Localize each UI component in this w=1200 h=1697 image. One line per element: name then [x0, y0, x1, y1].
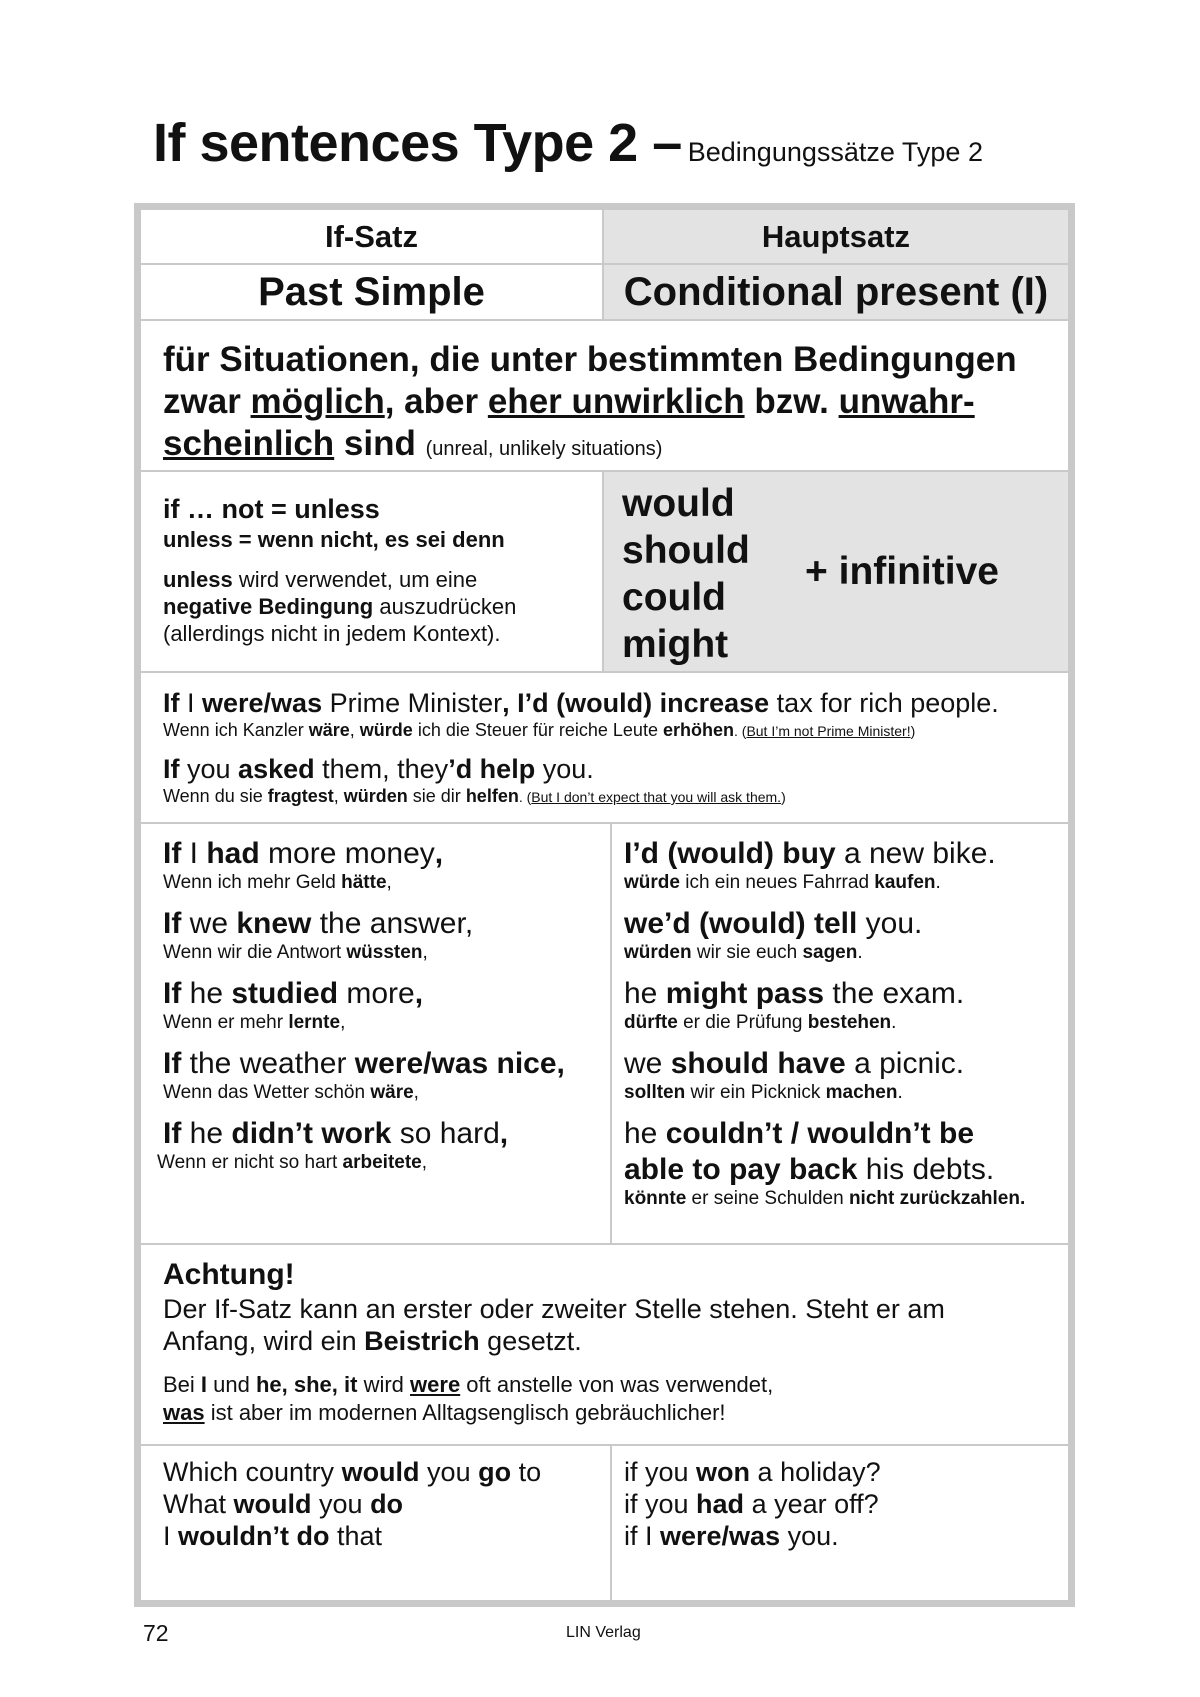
warning-heading: Achtung! — [163, 1258, 295, 1291]
modal-might: might — [622, 623, 729, 666]
text-run: a new bike. — [835, 837, 996, 870]
ex-text: them, they — [314, 754, 449, 784]
text-run: if I — [624, 1521, 661, 1551]
ex-text: , — [349, 720, 360, 740]
usage-text-part: bzw. — [744, 382, 839, 421]
text-run: you — [311, 1489, 371, 1519]
ex-bold: asked — [238, 754, 315, 784]
text-run: we — [624, 1047, 671, 1080]
bold-run: würden — [624, 942, 692, 963]
bold-run: should have — [670, 1047, 846, 1080]
usage-underlined: unwahr- — [838, 382, 975, 421]
text-run: to — [511, 1457, 542, 1487]
pair-4-if — [163, 1046, 565, 1104]
bold-run: wouldn’t do — [178, 1521, 330, 1551]
modal-list — [622, 480, 750, 668]
ex-bold: ’d help — [448, 754, 536, 784]
modals-cell — [604, 472, 1068, 671]
text-run: . — [935, 872, 941, 893]
unless-text-part: wird verwendet, um eine — [232, 567, 478, 592]
bold-run: If — [163, 907, 182, 940]
pairs-right-cell — [612, 824, 1068, 1243]
ex-text: sie dir — [407, 786, 466, 806]
pair-4-main — [624, 1046, 964, 1104]
text-run: er seine Schulden — [686, 1188, 849, 1209]
example-2 — [163, 753, 786, 808]
text-run: . — [857, 942, 863, 963]
bold-run: sollten — [624, 1082, 686, 1103]
usage-line-1: für Situationen, die unter bestimmten Bedingungen — [163, 340, 1017, 379]
pair-5-if — [157, 1116, 509, 1174]
bold-run: könnte — [624, 1188, 687, 1209]
bold-run: do — [370, 1489, 404, 1519]
question-ending-1 — [624, 1456, 881, 1488]
ex-text: , — [333, 786, 344, 806]
usage-text-part: , aber — [384, 382, 488, 421]
example-2-german — [163, 785, 786, 808]
text-run: a picnic. — [845, 1047, 965, 1080]
ex-text: tax for rich people. — [769, 688, 999, 718]
header-row — [141, 210, 1068, 265]
bold-run: würde — [624, 872, 680, 893]
warning-row — [141, 1245, 1068, 1446]
example-1-german — [163, 719, 999, 742]
bold-run: might pass — [665, 977, 825, 1010]
question-line-2 — [163, 1488, 541, 1520]
ex-note: ) — [910, 723, 916, 739]
unless-rule: if … not = unless — [163, 494, 380, 524]
warning-text: und — [207, 1372, 256, 1397]
unless-text-part: auszudrücken — [373, 594, 517, 619]
text-run: Wenn er nicht so hart — [157, 1152, 343, 1173]
warning-text: wird — [357, 1372, 411, 1397]
ex-bold: erhöhen — [662, 720, 734, 740]
pair-1-if-english — [163, 836, 443, 872]
unless-text — [163, 492, 516, 647]
ex-bold: helfen — [465, 786, 519, 806]
text-run: a year off? — [744, 1489, 879, 1519]
usage-line-3 — [163, 423, 1017, 470]
bold-run: couldn’t / wouldn’t be — [665, 1117, 975, 1150]
header-if-satz — [141, 210, 604, 263]
warning-paragraph-2 — [163, 1371, 945, 1427]
pair-3-if-german — [163, 1012, 423, 1034]
title-main: If sentences Type 2 – — [153, 113, 682, 173]
bold-run: If — [163, 977, 182, 1010]
warning-text: Anfang, wird ein — [163, 1326, 365, 1356]
example-1-english — [163, 687, 999, 719]
ex-bold: , I’d (would) increase — [502, 688, 770, 718]
usage-underlined: möglich — [250, 382, 385, 421]
text-run: Wenn wir die Antwort — [163, 942, 347, 963]
usage-row — [141, 321, 1068, 472]
ex-note: ) — [781, 789, 786, 805]
warning-underlined: was — [163, 1400, 205, 1425]
text-run: the answer, — [311, 907, 474, 940]
header-hauptsatz-label: Hauptsatz — [761, 218, 911, 254]
page-number: 72 — [143, 1620, 169, 1646]
ex-text: Wenn ich Kanzler — [163, 720, 309, 740]
ex-note-underlined: But I’m not Prime Minister! — [746, 723, 911, 739]
text-run: What — [163, 1489, 234, 1519]
warning-box — [163, 1257, 945, 1427]
example-1 — [163, 687, 999, 742]
ex-text: you. — [535, 754, 594, 784]
ex-text: Prime Minister — [322, 688, 503, 718]
questions-left — [163, 1456, 541, 1552]
unless-cell — [141, 472, 604, 671]
unless-translation: unless = wenn nicht, es sei denn — [163, 527, 505, 552]
text-run: er die Prüfung — [677, 1012, 808, 1033]
ex-text: I — [179, 688, 203, 718]
pair-4-main-english — [624, 1046, 964, 1082]
pair-3-if — [163, 976, 423, 1034]
text-run: you. — [780, 1521, 839, 1551]
questions-row — [141, 1446, 1068, 1600]
header-if-satz-label: If-Satz — [325, 218, 418, 254]
ex-bold: If — [163, 754, 180, 784]
bold-run: wäre — [370, 1082, 414, 1103]
pair-5-main — [624, 1116, 1025, 1210]
bold-run: kaufen — [874, 872, 936, 893]
pair-5-if-english — [163, 1116, 508, 1152]
text-run: he — [624, 1117, 666, 1150]
text-run: that — [329, 1521, 383, 1551]
warning-text: oft anstelle von was verwendet, — [460, 1372, 774, 1397]
plus-infinitive: + infinitive — [805, 550, 999, 593]
unless-row — [141, 472, 1068, 673]
pair-3-main — [624, 976, 964, 1034]
text-run: he — [181, 977, 232, 1010]
usage-text-part: sind — [334, 424, 426, 463]
bold-run: would — [233, 1489, 312, 1519]
text-run: he — [181, 1117, 232, 1150]
examples-row — [141, 673, 1068, 824]
bold-run: bestehen — [807, 1012, 892, 1033]
text-run: wir sie euch — [691, 942, 803, 963]
text-run: you. — [857, 907, 923, 940]
pair-2-if-german — [163, 942, 473, 964]
bold-run: , — [414, 977, 424, 1010]
ex-bold: were/was — [202, 688, 323, 718]
bold-run: dürfte — [624, 1012, 678, 1033]
text-run: , — [421, 1152, 428, 1173]
bold-run: sagen — [802, 942, 858, 963]
bold-run: machen — [825, 1082, 898, 1103]
bold-run: lernte — [288, 1012, 341, 1033]
modal-would: would — [622, 482, 735, 525]
bold-run: wüssten — [346, 942, 423, 963]
ex-text: ich die Steuer für reiche Leute — [412, 720, 663, 740]
text-run: a holiday? — [750, 1457, 881, 1487]
ex-text: you — [179, 754, 239, 784]
modal-could: could — [622, 576, 726, 619]
bold-run: had — [696, 1489, 745, 1519]
questions-right-cell — [612, 1446, 1068, 1600]
bold-run: , — [499, 1117, 509, 1150]
usage-underlined: scheinlich — [163, 424, 335, 463]
bold-run: If — [163, 837, 182, 870]
pair-4-if-german — [163, 1082, 565, 1104]
title-sub: Bedingungssätze Type 2 — [687, 137, 983, 167]
text-run: , — [340, 1012, 346, 1033]
pair-5-main-english — [624, 1116, 1025, 1152]
text-run: Wenn ich mehr Geld — [163, 872, 342, 893]
questions-right — [624, 1456, 881, 1552]
text-run: ich ein neues Fahrrad — [679, 872, 875, 893]
unless-bold: negative Bedingung — [163, 594, 374, 619]
pair-4-main-german — [624, 1082, 964, 1104]
bold-run: knew — [236, 907, 312, 940]
tense-hauptsatz — [604, 265, 1068, 319]
pair-2-main — [624, 906, 922, 964]
publisher: LIN Verlag — [566, 1624, 641, 1641]
ex-note: . ( — [733, 723, 747, 739]
question-ending-2 — [624, 1488, 881, 1520]
bold-run: hätte — [341, 872, 387, 893]
warning-bold: he, she, it — [255, 1372, 358, 1397]
bold-run: able to pay back — [624, 1153, 858, 1186]
bold-run: I’d (would) buy — [624, 837, 836, 870]
bold-run: didn’t work — [231, 1117, 392, 1150]
text-run: the weather — [181, 1047, 355, 1080]
bold-run: had — [206, 837, 260, 870]
usage-text — [163, 339, 1017, 470]
warning-text: Der If-Satz kann an erster oder zweiter Stelle stehen. Steht er am — [163, 1294, 945, 1324]
text-run: if you — [624, 1489, 697, 1519]
warning-bold: I — [200, 1372, 208, 1397]
pair-1-if-german — [163, 872, 443, 894]
bold-run: we’d (would) tell — [624, 907, 858, 940]
bold-run: If — [163, 1117, 182, 1150]
ex-text: Wenn du sie — [163, 786, 268, 806]
text-run: I — [181, 837, 207, 870]
tense-row — [141, 265, 1068, 321]
pair-3-main-german — [624, 1012, 964, 1034]
question-line-1 — [163, 1456, 541, 1488]
ex-note: . ( — [518, 789, 532, 805]
pair-2-main-german — [624, 942, 922, 964]
modal-should: should — [622, 529, 750, 572]
grammar-table — [134, 203, 1075, 1607]
text-run: the exam. — [824, 977, 965, 1010]
header-hauptsatz — [604, 210, 1068, 263]
text-run: Which country — [163, 1457, 342, 1487]
tense-if-satz — [141, 265, 604, 319]
text-run: so hard — [391, 1117, 500, 1150]
ex-bold: If — [163, 688, 180, 718]
ex-bold: wäre — [308, 720, 350, 740]
pairs-row — [141, 824, 1068, 1245]
pair-2-main-english — [624, 906, 922, 942]
tense-past-simple: Past Simple — [258, 269, 485, 314]
bold-run: go — [478, 1457, 512, 1487]
text-run: he — [624, 977, 666, 1010]
pair-1-main — [624, 836, 996, 894]
usage-line-2 — [163, 381, 1017, 423]
pair-2-if-english — [163, 906, 473, 942]
ex-bold: würden — [343, 786, 408, 806]
pair-1-main-german — [624, 872, 996, 894]
ex-note-underlined: But I don’t expect that you will ask them. — [531, 789, 782, 805]
text-run: , — [413, 1082, 419, 1103]
text-run: , — [386, 872, 392, 893]
pair-3-main-english — [624, 976, 964, 1012]
text-run: Wenn das Wetter schön — [163, 1082, 371, 1103]
pair-2-if — [163, 906, 473, 964]
usage-underlined: eher unwirklich — [487, 382, 745, 421]
warning-text: gesetzt. — [479, 1326, 582, 1356]
text-run: Wenn er mehr — [163, 1012, 289, 1033]
ex-bold: würde — [359, 720, 413, 740]
question-ending-3 — [624, 1520, 881, 1552]
text-run: his debts. — [857, 1153, 995, 1186]
text-run: wir ein Picknick — [685, 1082, 826, 1103]
warning-bold: Beistrich — [364, 1326, 480, 1356]
warning-underlined: were — [410, 1372, 461, 1397]
unless-explanation — [163, 566, 516, 647]
usage-translation: (unreal, unlikely situations) — [425, 438, 663, 460]
questions-left-cell — [141, 1446, 612, 1600]
bold-run: nicht zurückzahlen. — [848, 1188, 1026, 1209]
warning-paragraph-1 — [163, 1293, 945, 1357]
text-run: more money — [259, 837, 435, 870]
text-run: . — [891, 1012, 897, 1033]
unless-bold: unless — [163, 567, 233, 592]
pair-3-if-english — [163, 976, 423, 1012]
text-run: more — [338, 977, 415, 1010]
usage-text-part: zwar — [163, 382, 251, 421]
pairs-left-cell — [141, 824, 612, 1243]
question-line-3 — [163, 1520, 541, 1552]
example-2-english — [163, 753, 786, 785]
page-title — [153, 112, 983, 174]
text-run: , — [422, 942, 428, 963]
pair-1-if — [163, 836, 443, 894]
warning-text: Bei — [163, 1372, 201, 1397]
text-run: I — [163, 1521, 179, 1551]
pair-5-if-german — [157, 1152, 508, 1174]
tense-conditional-present: Conditional present (I) — [623, 269, 1049, 314]
text-run: you — [419, 1457, 479, 1487]
bold-run: were/was nice, — [354, 1047, 565, 1080]
bold-run: studied — [231, 977, 339, 1010]
warning-text: ist aber im modernen Alltagsenglisch gebräuchlicher! — [204, 1400, 726, 1425]
bold-run: were/was — [660, 1521, 781, 1551]
text-run: if you — [624, 1457, 697, 1487]
pair-1-main-english — [624, 836, 996, 872]
unless-text-part: (allerdings nicht in jedem Kontext). — [163, 621, 501, 646]
text-run: we — [181, 907, 237, 940]
bold-run: would — [341, 1457, 420, 1487]
bold-run: , — [434, 837, 444, 870]
ex-bold: fragtest — [267, 786, 334, 806]
text-run: . — [897, 1082, 903, 1103]
bold-run: won — [696, 1457, 751, 1487]
bold-run: arbeitete — [342, 1152, 422, 1173]
pair-4-if-english — [163, 1046, 565, 1082]
pair-5-main-german — [624, 1188, 1025, 1210]
pair-5-main-english-2 — [624, 1152, 1025, 1188]
bold-run: If — [163, 1047, 182, 1080]
